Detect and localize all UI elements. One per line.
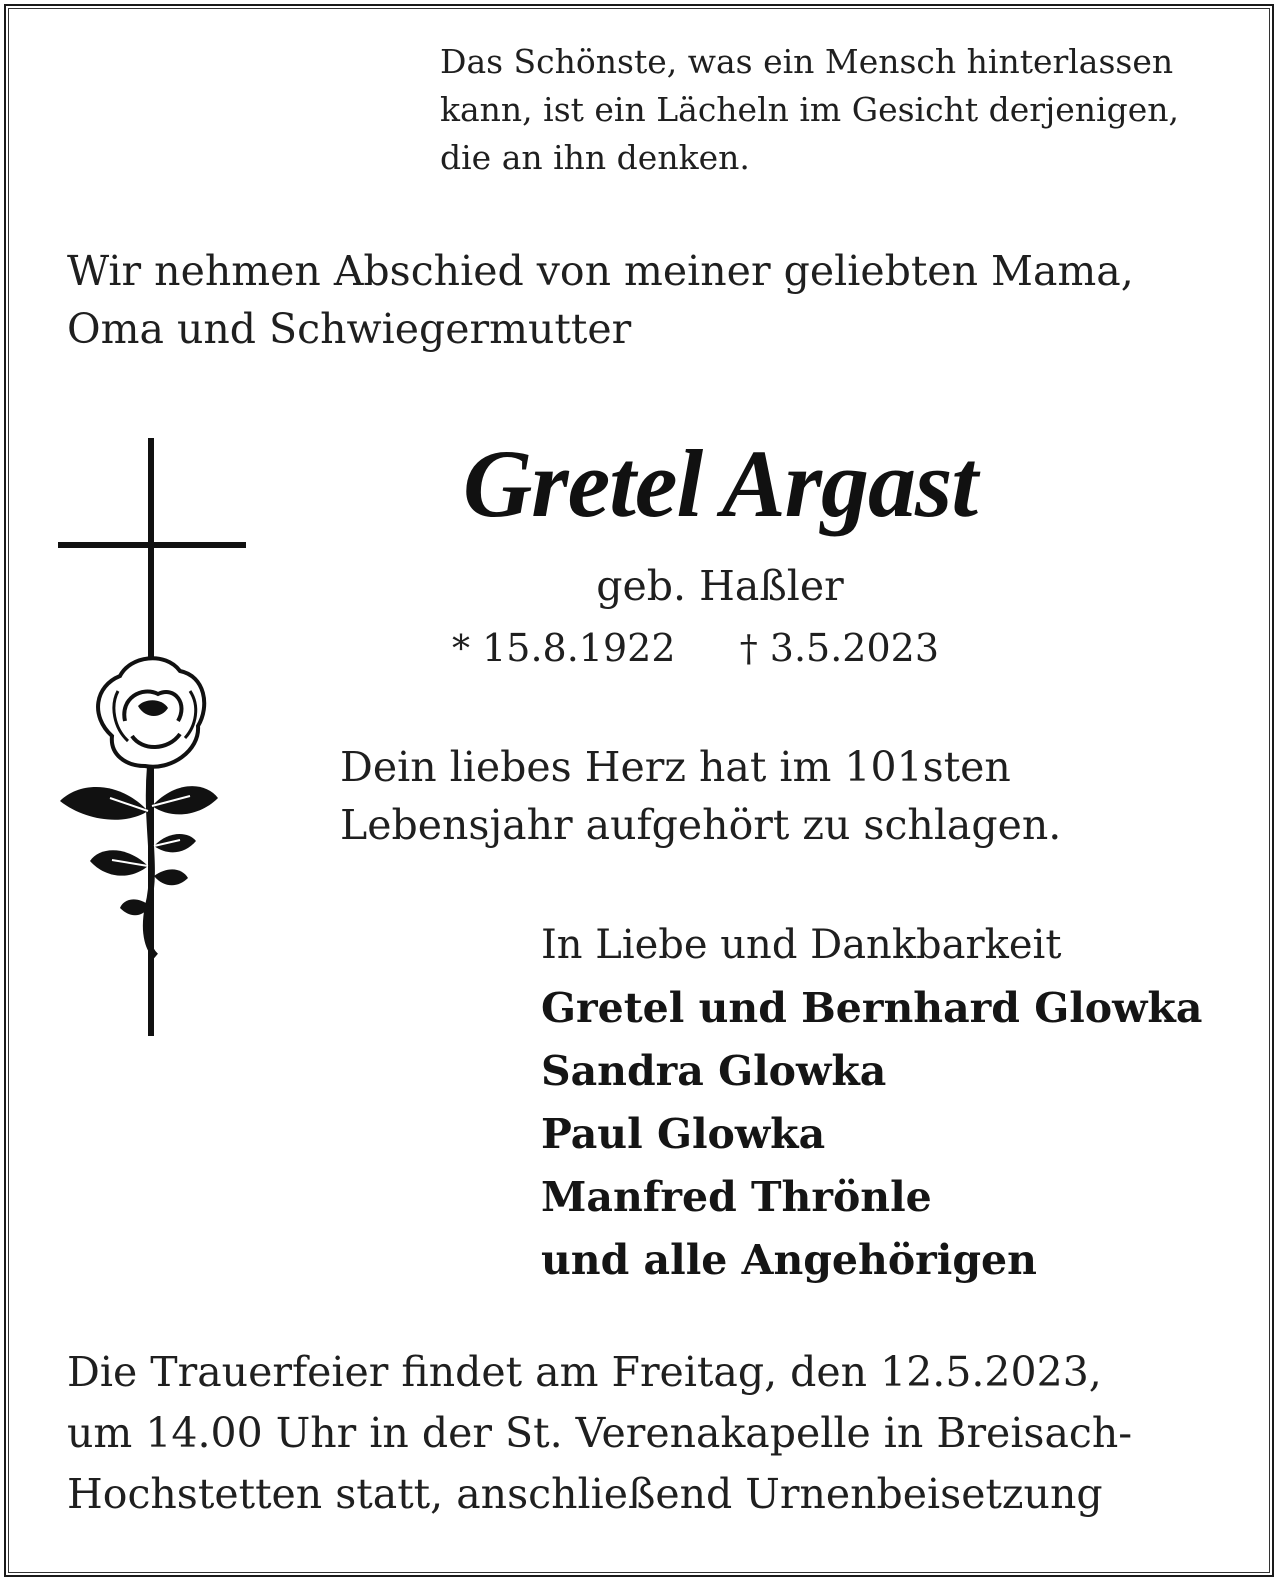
mourner-name: Manfred Thrönle xyxy=(541,1173,932,1221)
quote-line: die an ihn denken. xyxy=(440,138,750,177)
dagger-icon: † xyxy=(739,629,758,670)
mourners-lead: In Liebe und Dankbarkeit xyxy=(541,922,1062,968)
mourner-name: Gretel und Bernhard Glowka xyxy=(541,984,1203,1032)
intro-line: Wir nehmen Abschied von meiner geliebten Mama, xyxy=(67,247,1134,295)
birth-name: geb. Haßler xyxy=(596,562,844,610)
mourner-name: und alle Angehörigen xyxy=(541,1236,1037,1284)
service-line: um 14.00 Uhr in der St. Verenakapelle in Breisach- xyxy=(67,1409,1133,1457)
tribute-line: Lebensjahr aufgehört zu schlagen. xyxy=(340,801,1062,849)
quote-line: Das Schönste, was ein Mensch hinterlassen xyxy=(440,42,1174,81)
mourner-name: Sandra Glowka xyxy=(541,1047,887,1095)
rose-icon xyxy=(60,658,218,956)
death-date: 3.5.2023 xyxy=(769,626,939,670)
mourner-name: Paul Glowka xyxy=(541,1110,826,1158)
service-line: Die Trauerfeier findet am Freitag, den 12.5.2023, xyxy=(67,1348,1102,1396)
deceased-name: Gretel Argast xyxy=(462,430,978,537)
farewell-intro xyxy=(67,242,1134,358)
life-dates xyxy=(452,622,939,676)
quote-line: kann, ist ein Lächeln im Gesicht derjenigen, xyxy=(440,90,1179,129)
star-icon: * xyxy=(452,629,470,670)
service-line: Hochstetten statt, anschließend Urnenbeisetzung xyxy=(67,1470,1103,1518)
cross-with-rose-artwork xyxy=(50,436,260,1041)
intro-line: Oma und Schwiegermutter xyxy=(67,305,632,353)
tribute-line: Dein liebes Herz hat im 101sten xyxy=(340,743,1011,791)
mourners-block xyxy=(541,914,1202,1292)
opening-quote xyxy=(440,38,1179,182)
tribute-text xyxy=(340,738,1061,854)
birth-date: 15.8.1922 xyxy=(482,626,676,670)
service-info xyxy=(67,1342,1132,1525)
